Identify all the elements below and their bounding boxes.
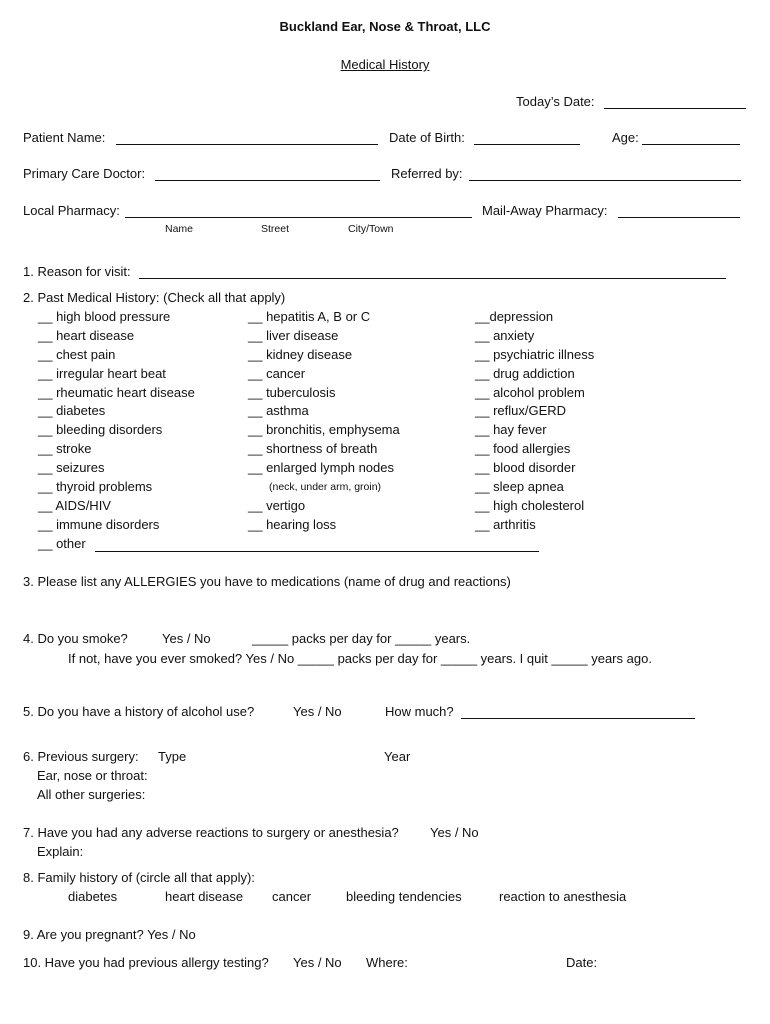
history-item[interactable]: __ food allergies [475, 441, 571, 457]
pharmacy-sub-city: City/Town [348, 223, 394, 235]
history-item[interactable]: __ diabetes [38, 403, 106, 419]
q8-label: 8. Family history of (circle all that apply): [23, 870, 255, 885]
mail-pharmacy-field[interactable] [618, 217, 740, 218]
q1-label: 1. Reason for visit: [23, 264, 131, 279]
q8-option-heart-disease[interactable]: heart disease [165, 889, 244, 904]
q10-date-label: Date: [566, 955, 598, 970]
q6-ent-label: Ear, nose or throat: [37, 768, 148, 783]
history-item[interactable]: __ high cholesterol [475, 497, 585, 513]
q3-label: 3. Please list any ALLERGIES you have to medications (name of drug and reactions) [23, 574, 511, 589]
history-item[interactable]: __depression [475, 309, 554, 324]
history-item[interactable]: __ hearing loss [248, 516, 337, 532]
history-item[interactable]: __ high blood pressure [38, 309, 171, 324]
q5-how-much-field[interactable] [461, 718, 695, 719]
age-label: Age: [612, 130, 639, 145]
q6-label: 6. Previous surgery: [23, 749, 139, 764]
todays-date-field[interactable] [604, 108, 746, 109]
q8-option-cancer[interactable]: cancer [272, 889, 312, 904]
history-item[interactable]: __ chest pain [38, 346, 116, 362]
q2-label: 2. Past Medical History: (Check all that apply) [23, 290, 286, 305]
history-item[interactable]: __ rheumatic heart disease [38, 384, 195, 400]
history-item[interactable]: __ irregular heart beat [38, 365, 166, 381]
pcp-label: Primary Care Doctor: [23, 166, 146, 181]
history-item[interactable]: __ bronchitis, emphysema [248, 422, 400, 438]
history-item[interactable]: __ immune disorders [38, 516, 160, 532]
history-item[interactable]: __ hay fever [475, 422, 547, 438]
local-pharmacy-field[interactable] [125, 217, 472, 218]
history-item[interactable]: __ hepatitis A, B or C [248, 309, 371, 324]
history-item-note: (neck, under arm, groin) [269, 481, 382, 494]
history-item[interactable]: __ alcohol problem [475, 384, 585, 400]
pharmacy-sub-name: Name [165, 223, 194, 235]
q4-packs-years: _____ packs per day for _____ years. [252, 631, 471, 646]
todays-date-label: Today’s Date: [516, 94, 595, 109]
pharmacy-sub-street: Street [261, 223, 290, 235]
dob-field[interactable] [474, 144, 580, 145]
clinic-name: Buckland Ear, Nose & Throat, LLC [279, 19, 491, 34]
q1-field[interactable] [139, 278, 726, 279]
history-col-3 [475, 309, 594, 536]
q6-other-label: All other surgeries: [37, 787, 146, 802]
history-item[interactable]: __ seizures [38, 460, 105, 476]
history-item[interactable]: __ anxiety [475, 327, 535, 343]
q10-label: 10. Have you had previous allergy testing? [23, 955, 269, 970]
history-item[interactable]: __ bleeding disorders [38, 422, 163, 438]
history-item[interactable]: __ asthma [248, 403, 309, 419]
history-item[interactable]: __ stroke [38, 441, 92, 457]
form-title: Medical History [340, 57, 430, 72]
history-item[interactable]: __ sleep apnea [475, 479, 564, 495]
local-pharmacy-label: Local Pharmacy: [23, 203, 120, 218]
q5-label: 5. Do you have a history of alcohol use? [23, 704, 255, 719]
q4-label: 4. Do you smoke? [23, 631, 128, 646]
history-item[interactable]: __ shortness of breath [248, 441, 378, 457]
history-item[interactable]: __ liver disease [248, 327, 339, 343]
patient-name-label: Patient Name: [23, 130, 106, 145]
mail-pharmacy-label: Mail-Away Pharmacy: [482, 203, 608, 218]
q5-yes-no[interactable]: Yes / No [293, 704, 342, 719]
q10-yes-no[interactable]: Yes / No [293, 955, 342, 970]
history-other-label: __ other [38, 536, 86, 551]
history-item[interactable]: __ drug addiction [475, 365, 575, 381]
q9-label: 9. Are you pregnant? Yes / No [23, 927, 196, 942]
history-item[interactable]: __ tuberculosis [248, 384, 336, 400]
q8-option-diabetes[interactable]: diabetes [68, 889, 118, 904]
history-other-field[interactable] [95, 551, 539, 552]
history-item[interactable]: __ thyroid problems [38, 479, 153, 495]
q8-option-bleeding[interactable]: bleeding tendencies [346, 889, 462, 904]
history-col-1 [38, 309, 195, 536]
dob-label: Date of Birth: [389, 130, 465, 145]
history-item[interactable]: __ arthritis [475, 516, 536, 532]
history-item[interactable]: __ enlarged lymph nodes [248, 460, 394, 476]
history-item[interactable]: __ cancer [248, 365, 306, 381]
referred-label: Referred by: [391, 166, 463, 181]
q6-type-header: Type [158, 749, 187, 764]
q7-yes-no[interactable]: Yes / No [430, 825, 479, 840]
q8-option-anesthesia[interactable]: reaction to anesthesia [499, 889, 627, 904]
q4-ever-smoked: If not, have you ever smoked? Yes / No _____ packs per day for _____ years. I quit _____ years ago. [68, 651, 652, 666]
history-item[interactable]: __ AIDS/HIV [38, 497, 111, 513]
history-item[interactable]: __ reflux/GERD [475, 403, 567, 419]
history-col-2 [248, 309, 400, 536]
age-field[interactable] [642, 144, 740, 145]
patient-name-field[interactable] [116, 144, 378, 145]
q7-explain-label: Explain: [37, 844, 84, 859]
q6-year-header: Year [384, 749, 411, 764]
q10-where-label: Where: [366, 955, 408, 970]
q7-label: 7. Have you had any adverse reactions to surgery or anesthesia? [23, 825, 399, 840]
referred-field[interactable] [469, 180, 741, 181]
q4-yes-no[interactable]: Yes / No [162, 631, 211, 646]
q5-how-much-label: How much? [385, 704, 454, 719]
history-item[interactable]: __ vertigo [248, 497, 306, 513]
history-item[interactable]: __ heart disease [38, 327, 135, 343]
pcp-field[interactable] [155, 180, 380, 181]
history-item[interactable]: __ psychiatric illness [475, 346, 595, 362]
history-item[interactable]: __ kidney disease [248, 346, 353, 362]
history-item[interactable]: __ blood disorder [475, 460, 576, 476]
